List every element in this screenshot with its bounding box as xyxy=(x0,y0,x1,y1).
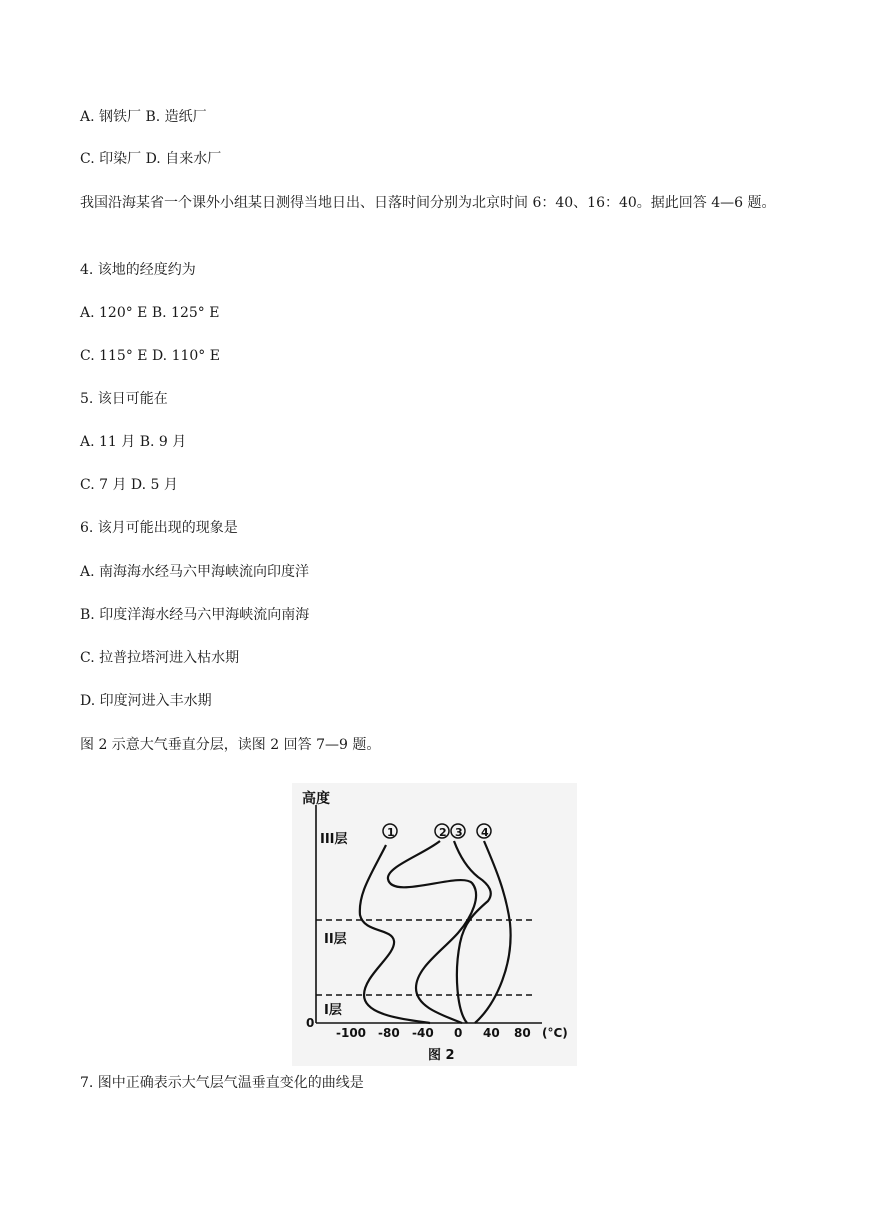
layer-2-label: II层 xyxy=(324,932,347,947)
option-line-dye-water: C. 印染厂 D. 自来水厂 xyxy=(80,151,222,167)
origin-label: 0 xyxy=(306,1016,315,1030)
figure-caption: 图 2 xyxy=(428,1048,455,1063)
option-line-steel-paper: A. 钢铁厂 B. 造纸厂 xyxy=(80,109,207,125)
question-intro-7-9: 图 2 示意大气垂直分层，读图 2 回答 7—9 题。 xyxy=(80,737,381,753)
layer-1-label: I层 xyxy=(324,1003,342,1018)
question-5-options-ab: A. 11 月 B. 9 月 xyxy=(80,434,187,450)
layer-3-label: III层 xyxy=(320,832,348,847)
question-4: 4. 该地的经度约为 xyxy=(80,262,196,278)
x-tick-80: 80 xyxy=(514,1026,531,1040)
svg-text:1: 1 xyxy=(387,826,395,839)
curve-4 xyxy=(475,841,511,1023)
x-tick-0: 0 xyxy=(454,1026,463,1040)
svg-text:3: 3 xyxy=(455,826,463,839)
y-axis-label: 高度 xyxy=(302,791,330,807)
question-5-options-cd: C. 7 月 D. 5 月 xyxy=(80,477,178,493)
question-intro-4-6: 我国沿海某省一个课外小组某日测得当地日出、日落时间分别为北京时间 6：40、16：40。据此回答 4—6 题。 xyxy=(80,195,776,211)
question-4-options-cd: C. 115° E D. 110° E xyxy=(80,348,220,364)
x-tick-minus-40: -40 xyxy=(412,1026,434,1040)
x-tick-40: 40 xyxy=(483,1026,500,1040)
svg-text:4: 4 xyxy=(481,826,489,839)
question-7: 7. 图中正确表示大气层气温垂直变化的曲线是 xyxy=(80,1075,364,1091)
x-unit-label: (°C) xyxy=(542,1026,568,1040)
question-5: 5. 该日可能在 xyxy=(80,391,168,407)
question-6-option-a: A. 南海海水经马六甲海峡流向印度洋 xyxy=(80,564,310,580)
svg-text:2: 2 xyxy=(439,826,447,839)
question-6-option-d: D. 印度河进入丰水期 xyxy=(80,693,212,709)
x-tick-minus-80: -80 xyxy=(378,1026,400,1040)
question-6-option-b: B. 印度洋海水经马六甲海峡流向南海 xyxy=(80,607,310,623)
curve-1 xyxy=(360,845,430,1023)
question-6: 6. 该月可能出现的现象是 xyxy=(80,520,238,536)
x-tick-minus-100: -100 xyxy=(336,1026,367,1040)
question-4-options-ab: A. 120° E B. 125° E xyxy=(80,305,220,321)
question-6-option-c: C. 拉普拉塔河进入枯水期 xyxy=(80,650,240,666)
atmosphere-layers-figure xyxy=(292,783,577,1066)
